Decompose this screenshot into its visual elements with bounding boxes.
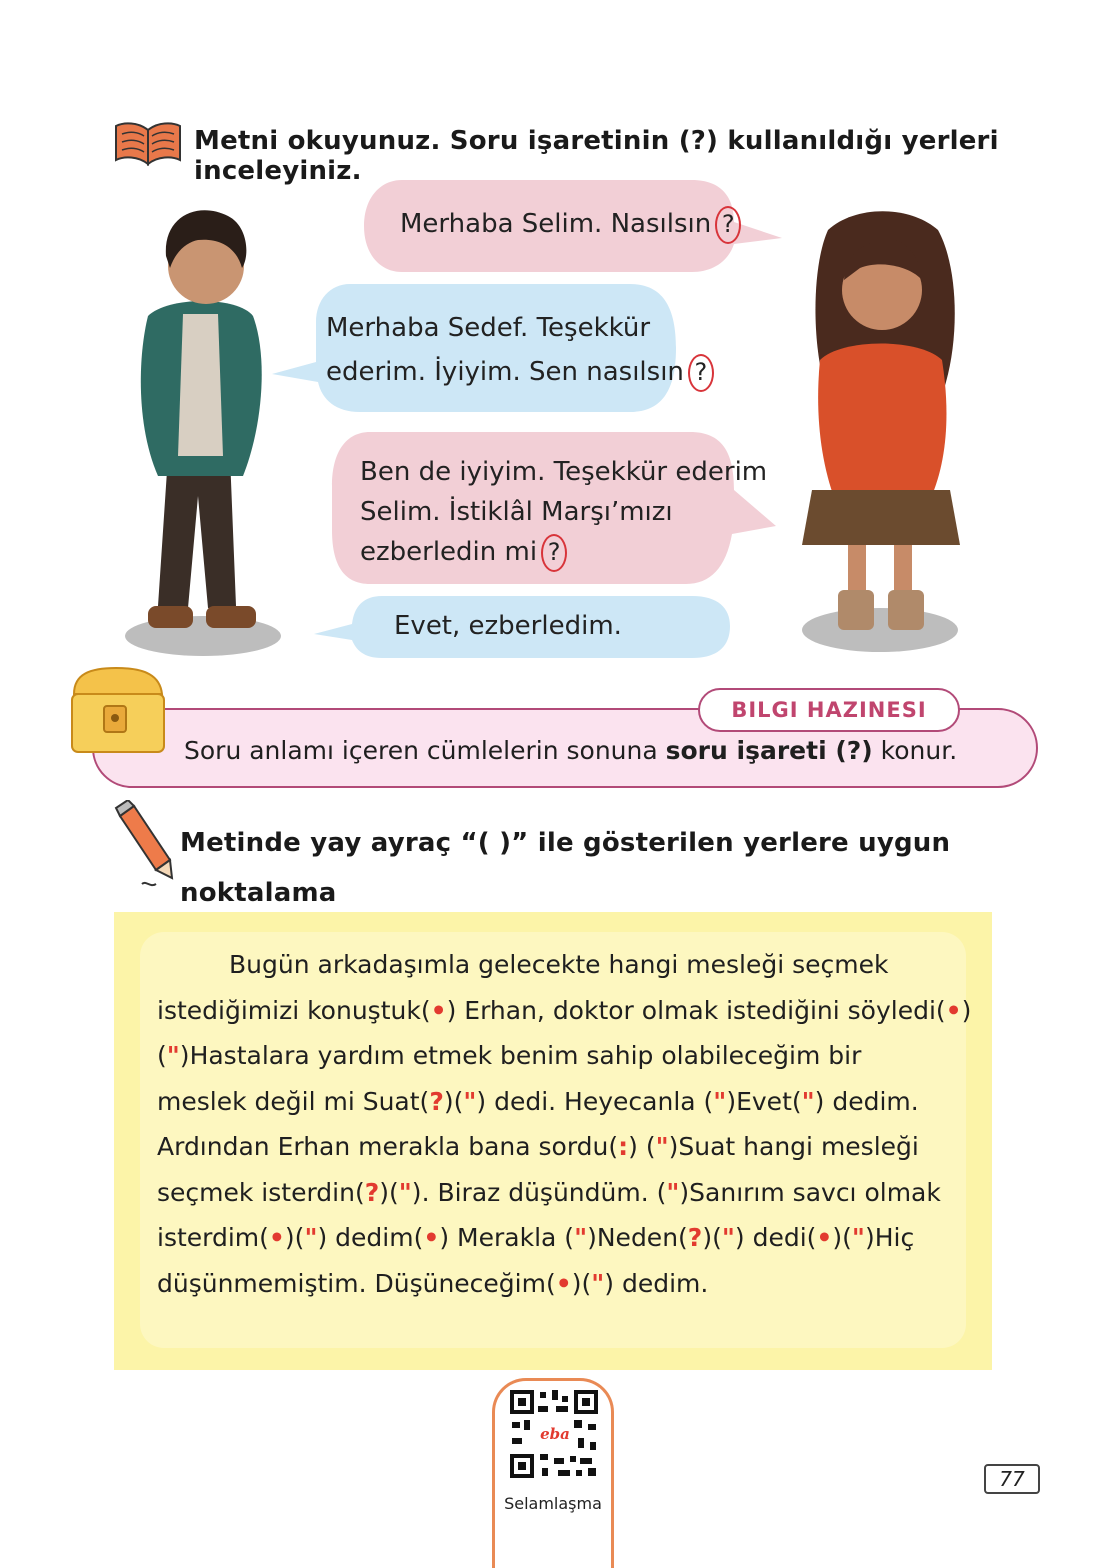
punctuation-answer-mark: ? — [364, 1177, 380, 1207]
eba-logo — [536, 1424, 574, 1444]
punctuation-answer-mark: • — [945, 995, 962, 1025]
punctuation-answer-mark: " — [655, 1132, 669, 1161]
exercise-line: düşünmemiştim. Düşüneceğim(•)(") dedim. — [157, 1268, 709, 1298]
exercise-line: meslek değil mi Suat(?)(") dedi. Heyecanla (")Evet(") dedim. — [157, 1086, 919, 1116]
speech-bubble-4 — [394, 606, 622, 646]
punctuation-answer-mark: " — [801, 1086, 815, 1116]
punctuation-answer-mark: " — [591, 1268, 605, 1298]
punctuation-answer-mark: • — [430, 995, 447, 1025]
read-instruction: Metni okuyunuz. Soru işaretinin (?) kullanıldığı yerleri inceleyiniz. — [194, 126, 999, 186]
question-mark-circled: ? — [715, 206, 741, 244]
punctuation-answer-mark: " — [713, 1086, 727, 1116]
boy-illustration — [118, 196, 288, 666]
punctuation-answer-mark: " — [574, 1223, 588, 1252]
exercise-line: isterdim(•)(") dedim(•) Merakla (")Neden(?)(") dedi(•)(")Hiç — [157, 1223, 915, 1252]
punctuation-answer-mark: • — [555, 1268, 572, 1298]
info-box-title-text: BILGI HAZINESI — [731, 698, 927, 722]
treasure-chest-icon — [60, 666, 172, 758]
bubble-1-text: Merhaba Selim. Nasılsın — [400, 209, 712, 239]
speech-bubble-2 — [326, 306, 714, 394]
info-text-before: Soru anlamı içeren cümlelerin sonuna — [184, 736, 658, 765]
punctuation-answer-mark: " — [304, 1223, 318, 1252]
exercise-line: Ardından Erhan merakla bana sordu(:) (")Suat hangi mesleği — [157, 1132, 919, 1161]
bubble-2-line2: ederim. İyiyim. Sen nasılsın — [326, 357, 684, 387]
punctuation-answer-mark: ? — [687, 1223, 703, 1252]
page-number — [984, 1464, 1040, 1494]
eba-logo-text: eba — [540, 1425, 570, 1443]
exercise-line: istediğimizi konuştuk(•) Erhan, doktor olmak istediğini söyledi(•) — [157, 995, 972, 1025]
punctuation-answer-mark: • — [816, 1223, 833, 1252]
punctuation-answer-mark: " — [398, 1177, 412, 1207]
exercise-paragraph — [157, 942, 977, 1306]
info-box-title — [698, 688, 960, 732]
page-number-text: 77 — [999, 1467, 1025, 1491]
punctuation-answer-mark: ? — [429, 1086, 444, 1116]
qr-label: Selamlaşma — [504, 1494, 602, 1513]
question-mark-circled: ? — [541, 534, 567, 572]
exercise-line: (")Hastalara yardım etmek benim sahip olabileceğim bir — [157, 1041, 862, 1070]
punctuation-answer-mark: : — [618, 1132, 629, 1161]
punctuation-answer-mark: " — [666, 1177, 680, 1207]
speech-bubble-1 — [400, 204, 741, 244]
bubble-3-line3: ezberledin mi — [360, 537, 538, 567]
write-instruction-line1: Metinde yay ayraç “( )” ile gösterilen yerlere uygun noktalama — [180, 828, 951, 908]
info-text-bold: soru işareti (?) — [665, 736, 873, 765]
punctuation-answer-mark: " — [166, 1041, 180, 1070]
bubble-4-text: Evet, ezberledim. — [394, 611, 622, 641]
pencil-icon — [112, 800, 176, 890]
exercise-line: Bugün arkadaşımla gelecekte hangi mesleği seçmek — [229, 950, 889, 979]
exercise-line: seçmek isterdin(?)("). Biraz düşündüm. (")Sanırım savcı olmak — [157, 1177, 941, 1207]
bubble-3-line1: Ben de iyiyim. Teşekkür ederim — [360, 457, 768, 487]
speech-bubble-3 — [360, 452, 767, 572]
punctuation-answer-mark: " — [721, 1223, 735, 1252]
girl-illustration — [800, 210, 970, 660]
bubble-2-line1: Merhaba Sedef. Teşekkür — [326, 313, 651, 343]
punctuation-answer-mark: • — [268, 1223, 285, 1252]
punctuation-answer-mark: " — [463, 1086, 477, 1116]
punctuation-answer-mark: • — [423, 1223, 440, 1252]
book-icon — [112, 118, 184, 168]
info-text-after: konur. — [880, 736, 958, 765]
punctuation-answer-mark: " — [851, 1223, 865, 1252]
question-mark-circled: ? — [688, 354, 714, 392]
info-box-text — [184, 736, 957, 765]
bubble-3-line2: Selim. İstiklâl Marşı’mızı — [360, 497, 673, 527]
